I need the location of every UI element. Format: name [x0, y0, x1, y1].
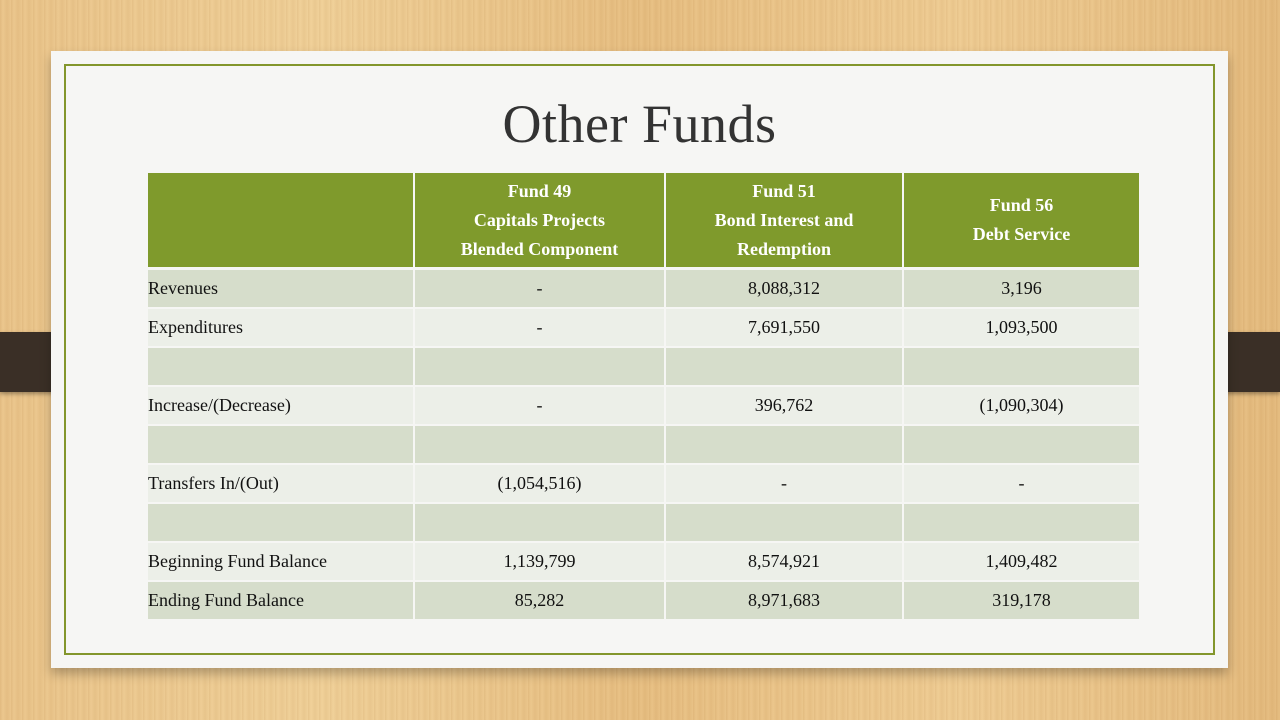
- row-label: [148, 503, 414, 542]
- value-cell: 8,971,683: [665, 581, 903, 620]
- value-cell: -: [665, 464, 903, 503]
- table-row: [148, 581, 1139, 620]
- table-row: [148, 542, 1139, 581]
- row-label: Ending Fund Balance: [148, 581, 414, 620]
- row-label: Expenditures: [148, 308, 414, 347]
- value-cell: [414, 347, 665, 386]
- value-cell: 1,139,799: [414, 542, 665, 581]
- table-row: [148, 464, 1139, 503]
- value-cell: (1,054,516): [414, 464, 665, 503]
- table-row: [148, 347, 1139, 386]
- value-cell: [903, 347, 1139, 386]
- value-cell: 7,691,550: [665, 308, 903, 347]
- value-cell: -: [414, 308, 665, 347]
- table-row: [148, 308, 1139, 347]
- header-cell-fund-56: Fund 56 Debt Service: [903, 173, 1139, 269]
- value-cell: 3,196: [903, 269, 1139, 309]
- value-cell: [665, 425, 903, 464]
- row-label: [148, 425, 414, 464]
- table-row: [148, 425, 1139, 464]
- value-cell: 396,762: [665, 386, 903, 425]
- table-row: [148, 386, 1139, 425]
- row-label: Increase/(Decrease): [148, 386, 414, 425]
- value-cell: 319,178: [903, 581, 1139, 620]
- header-cell-blank: [148, 173, 414, 269]
- value-cell: [665, 503, 903, 542]
- header-cell-fund-51: Fund 51 Bond Interest and Redemption: [665, 173, 903, 269]
- value-cell: [414, 425, 665, 464]
- value-cell: -: [414, 386, 665, 425]
- slide-card: [51, 51, 1228, 668]
- table-row: [148, 503, 1139, 542]
- row-label: Beginning Fund Balance: [148, 542, 414, 581]
- header-row: [148, 173, 1139, 269]
- value-cell: [903, 503, 1139, 542]
- value-cell: 85,282: [414, 581, 665, 620]
- value-cell: (1,090,304): [903, 386, 1139, 425]
- row-label: Transfers In/(Out): [148, 464, 414, 503]
- header-cell-fund-49: Fund 49 Capitals Projects Blended Component: [414, 173, 665, 269]
- table-row: [148, 269, 1139, 309]
- value-cell: 8,088,312: [665, 269, 903, 309]
- funds-table: [148, 173, 1139, 621]
- value-cell: 8,574,921: [665, 542, 903, 581]
- value-cell: -: [414, 269, 665, 309]
- slide-title: Other Funds: [502, 94, 777, 154]
- value-cell: [665, 347, 903, 386]
- value-cell: -: [903, 464, 1139, 503]
- value-cell: 1,409,482: [903, 542, 1139, 581]
- row-label: [148, 347, 414, 386]
- value-cell: 1,093,500: [903, 308, 1139, 347]
- table-body: [148, 269, 1139, 621]
- value-cell: [414, 503, 665, 542]
- value-cell: [903, 425, 1139, 464]
- row-label: Revenues: [148, 269, 414, 309]
